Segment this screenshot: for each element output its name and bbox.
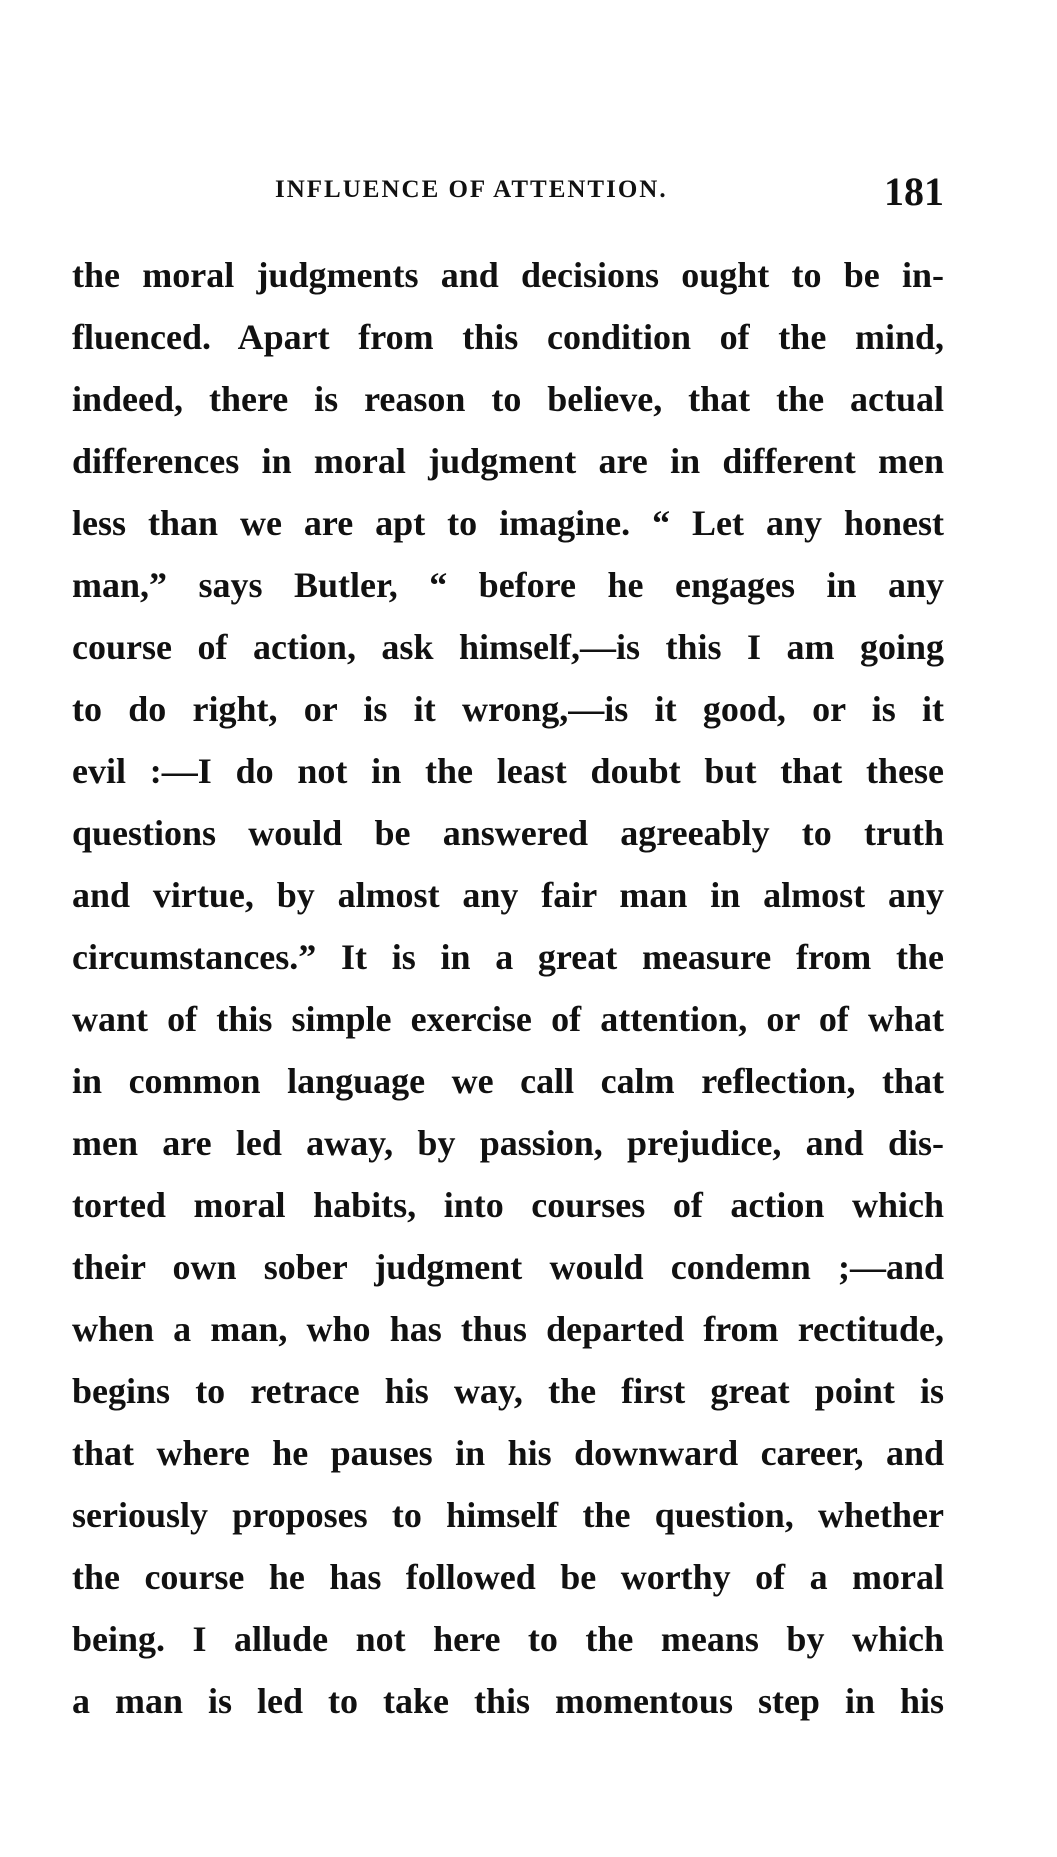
text-line: want of this simple exercise of attention, or of what (72, 999, 944, 1039)
text-line: fluenced. Apart from this condition of the mind, (72, 317, 944, 357)
text-line: evil :—I do not in the least doubt but that these (72, 751, 944, 791)
text-line: the moral judgments and decisions ought to be in- (72, 255, 944, 295)
text-line: to do right, or is it wrong,—is it good, or is it (72, 689, 944, 729)
text-line: the course he has followed be worthy of a moral (72, 1557, 944, 1597)
text-line: differences in moral judgment are in different men (72, 441, 944, 481)
text-line: that where he pauses in his downward career, and (72, 1433, 944, 1473)
text-line: questions would be answered agreeably to truth (72, 813, 944, 853)
text-line: a man is led to take this momentous step in his (72, 1681, 944, 1721)
page-number: 181 (884, 169, 944, 214)
text-line: in common language we call calm reflection, that (72, 1061, 944, 1101)
text-line: men are led away, by passion, prejudice, and dis- (72, 1123, 944, 1163)
text-line: less than we are apt to imagine. “ Let any honest (72, 503, 944, 543)
text-line: their own sober judgment would condemn ;—and (72, 1247, 944, 1287)
running-title: INFLUENCE OF ATTENTION. (275, 176, 668, 203)
text-line: circumstances.” It is in a great measure from the (72, 937, 944, 977)
text-line: man,” says Butler, “ before he engages in any (72, 565, 944, 605)
text-line: seriously proposes to himself the question, whether (72, 1495, 944, 1535)
text-line: begins to retrace his way, the first great point is (72, 1371, 944, 1411)
text-line: indeed, there is reason to believe, that the actual (72, 379, 944, 419)
text-line: being. I allude not here to the means by which (72, 1619, 944, 1659)
text-line: and virtue, by almost any fair man in almost any (72, 875, 944, 915)
body-text (72, 244, 944, 1732)
text-line: when a man, who has thus departed from rectitude, (72, 1309, 944, 1349)
text-line: torted moral habits, into courses of action which (72, 1185, 944, 1225)
text-line: course of action, ask himself,—is this I am going (72, 627, 944, 667)
running-head (275, 168, 944, 218)
